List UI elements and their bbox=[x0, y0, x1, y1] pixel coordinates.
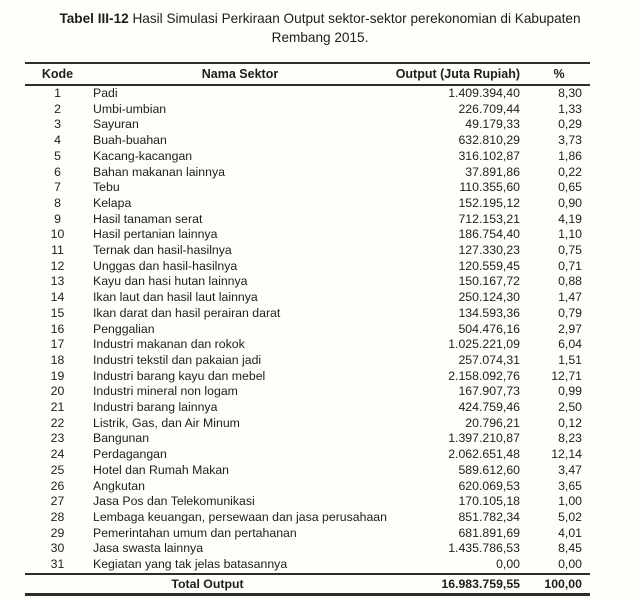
cell-output: 127.330,23 bbox=[458, 243, 520, 258]
cell-percent: 0,88 bbox=[558, 274, 582, 289]
cell-output: 1.435.786,53 bbox=[448, 541, 520, 556]
cell-kode: 28 bbox=[50, 509, 65, 524]
cell-nama-sektor: Tebu bbox=[93, 180, 120, 195]
table-row bbox=[25, 149, 590, 165]
table-row bbox=[25, 541, 590, 557]
table-row bbox=[25, 416, 590, 432]
cell-nama-sektor: Listrik, Gas, dan Air Minum bbox=[93, 415, 240, 430]
table-row bbox=[25, 180, 590, 196]
table-row bbox=[25, 463, 590, 479]
cell-percent: 1,33 bbox=[558, 101, 582, 116]
cell-kode: 17 bbox=[50, 337, 65, 352]
table-row bbox=[25, 102, 590, 118]
cell-percent: 8,45 bbox=[558, 541, 582, 556]
cell-nama-sektor: Penggalian bbox=[93, 321, 155, 336]
cell-output: 37.891,86 bbox=[465, 164, 520, 179]
cell-percent: 0,99 bbox=[558, 384, 582, 399]
table-row bbox=[25, 494, 590, 510]
cell-output: 632.810,29 bbox=[458, 133, 520, 148]
cell-percent: 0,65 bbox=[558, 180, 582, 195]
cell-nama-sektor: Hasil tanaman serat bbox=[93, 211, 203, 226]
cell-percent: 0,00 bbox=[558, 557, 582, 572]
cell-output: 226.709,44 bbox=[458, 101, 520, 116]
table-title bbox=[0, 0, 640, 47]
header-output: Output (Juta Rupiah) bbox=[390, 63, 528, 85]
cell-kode: 26 bbox=[50, 478, 65, 493]
table-row bbox=[25, 117, 590, 133]
cell-output: 2.158.092,76 bbox=[448, 368, 520, 383]
cell-nama-sektor: Sayuran bbox=[93, 117, 139, 132]
cell-percent: 1,86 bbox=[558, 148, 582, 163]
cell-percent: 2,97 bbox=[558, 321, 582, 336]
cell-percent: 8,30 bbox=[558, 86, 582, 100]
cell-kode: 30 bbox=[50, 541, 65, 556]
cell-nama-sektor: Ikan laut dan hasil laut lainnya bbox=[93, 290, 258, 305]
table-body bbox=[25, 85, 590, 574]
table-title-line2: Rembang 2015. bbox=[271, 30, 369, 45]
table-row bbox=[25, 447, 590, 463]
cell-nama-sektor: Angkutan bbox=[93, 478, 145, 493]
table-row bbox=[25, 133, 590, 149]
cell-nama-sektor: Hasil pertanian lainnya bbox=[93, 227, 218, 242]
cell-percent: 6,04 bbox=[558, 337, 582, 352]
cell-kode: 25 bbox=[50, 462, 65, 477]
cell-percent: 0,79 bbox=[558, 305, 582, 320]
cell-kode: 14 bbox=[50, 290, 65, 305]
table-row bbox=[25, 306, 590, 322]
cell-nama-sektor: Buah-buahan bbox=[93, 133, 167, 148]
cell-kode: 7 bbox=[54, 180, 61, 195]
cell-output: 134.593,36 bbox=[458, 305, 520, 320]
cell-nama-sektor: Kegiatan yang tak jelas batasannya bbox=[93, 557, 288, 572]
cell-kode: 23 bbox=[50, 431, 65, 446]
cell-kode: 18 bbox=[50, 352, 65, 367]
cell-output: 49.179,33 bbox=[465, 117, 520, 132]
cell-nama-sektor: Padi bbox=[93, 86, 118, 100]
cell-percent: 12,14 bbox=[551, 447, 582, 462]
cell-kode: 1 bbox=[54, 86, 61, 100]
cell-kode: 31 bbox=[50, 557, 65, 572]
cell-kode: 22 bbox=[50, 415, 65, 430]
table-row bbox=[25, 243, 590, 259]
table-row bbox=[25, 400, 590, 416]
cell-kode: 2 bbox=[54, 101, 61, 116]
cell-percent: 1,47 bbox=[558, 290, 582, 305]
cell-kode: 19 bbox=[50, 368, 65, 383]
cell-nama-sektor: Ikan darat dan hasil perairan darat bbox=[93, 305, 281, 320]
cell-percent: 1,51 bbox=[558, 352, 582, 367]
table-title-line1 bbox=[0, 9, 640, 28]
table-row bbox=[25, 557, 590, 574]
cell-percent: 3,73 bbox=[558, 133, 582, 148]
cell-output: 620.069,53 bbox=[458, 478, 520, 493]
cell-nama-sektor: Jasa Pos dan Telekomunikasi bbox=[93, 494, 255, 509]
table-row bbox=[25, 337, 590, 353]
table-title-number: Tabel III-12 bbox=[59, 11, 129, 26]
cell-kode: 20 bbox=[50, 384, 65, 399]
cell-kode: 9 bbox=[54, 211, 61, 226]
cell-output: 1.397.210,87 bbox=[448, 431, 520, 446]
cell-nama-sektor: Hotel dan Rumah Makan bbox=[93, 462, 230, 477]
total-label: Total Output bbox=[25, 574, 390, 595]
cell-output: 250.124,30 bbox=[458, 290, 520, 305]
table-row bbox=[25, 384, 590, 400]
cell-nama-sektor: Bangunan bbox=[93, 431, 150, 446]
table-row bbox=[25, 526, 590, 542]
cell-percent: 0,71 bbox=[558, 258, 582, 273]
cell-kode: 10 bbox=[50, 227, 65, 242]
cell-percent: 2,50 bbox=[558, 400, 582, 415]
table-header bbox=[25, 63, 590, 85]
cell-nama-sektor: Industri barang lainnya bbox=[93, 400, 218, 415]
table-row bbox=[25, 369, 590, 385]
cell-kode: 13 bbox=[50, 274, 65, 289]
cell-kode: 16 bbox=[50, 321, 65, 336]
cell-percent: 8,23 bbox=[558, 431, 582, 446]
cell-nama-sektor: Perdagangan bbox=[93, 447, 167, 462]
table-row bbox=[25, 479, 590, 495]
table-footer bbox=[25, 574, 590, 595]
cell-output: 589.612,60 bbox=[458, 462, 520, 477]
table-row bbox=[25, 322, 590, 338]
cell-output: 110.355,60 bbox=[459, 180, 520, 195]
cell-percent: 5,02 bbox=[558, 509, 582, 524]
cell-nama-sektor: Industri makanan dan rokok bbox=[93, 337, 245, 352]
cell-output: 120.559,45 bbox=[458, 258, 520, 273]
cell-output: 0,00 bbox=[496, 557, 520, 572]
cell-kode: 5 bbox=[54, 148, 61, 163]
table-row bbox=[25, 431, 590, 447]
table-row bbox=[25, 353, 590, 369]
table-row bbox=[25, 165, 590, 181]
cell-percent: 0,29 bbox=[558, 117, 582, 132]
cell-output: 504.476,16 bbox=[458, 321, 520, 336]
cell-nama-sektor: Industri mineral non logam bbox=[93, 384, 238, 399]
cell-output: 152.195,12 bbox=[458, 195, 520, 210]
cell-kode: 24 bbox=[50, 447, 65, 462]
cell-percent: 4,01 bbox=[558, 525, 582, 540]
cell-nama-sektor: Unggas dan hasil-hasilnya bbox=[93, 258, 238, 273]
cell-kode: 21 bbox=[50, 400, 65, 415]
table-row bbox=[25, 212, 590, 228]
cell-nama-sektor: Jasa swasta lainnya bbox=[93, 541, 204, 556]
table-row bbox=[25, 227, 590, 243]
cell-output: 257.074,31 bbox=[458, 352, 520, 367]
cell-output: 186.754,40 bbox=[458, 227, 520, 242]
cell-output: 712.153,21 bbox=[458, 211, 520, 226]
table-row bbox=[25, 290, 590, 306]
cell-output: 851.782,34 bbox=[458, 509, 520, 524]
cell-percent: 4,19 bbox=[558, 211, 582, 226]
cell-percent: 0,22 bbox=[558, 164, 582, 179]
cell-percent: 1,10 bbox=[558, 227, 582, 242]
cell-nama-sektor: Lembaga keuangan, persewaan dan jasa perusahaan bbox=[93, 509, 387, 524]
cell-percent: 0,12 bbox=[558, 415, 582, 430]
cell-output: 316.102,87 bbox=[458, 148, 520, 163]
cell-output: 1.025.221,09 bbox=[448, 337, 520, 352]
total-row bbox=[25, 574, 590, 595]
cell-nama-sektor: Industri barang kayu dan mebel bbox=[93, 368, 266, 383]
cell-percent: 1,00 bbox=[558, 494, 582, 509]
table-title-text: Hasil Simulasi Perkiraan Output sektor-sektor perekonomian di Kabupaten bbox=[132, 11, 581, 26]
cell-nama-sektor: Kayu dan hasi hutan lainnya bbox=[93, 274, 248, 289]
cell-output: 20.796,21 bbox=[465, 415, 520, 430]
cell-kode: 29 bbox=[50, 525, 65, 540]
header-kode: Kode bbox=[25, 63, 90, 85]
cell-percent: 0,75 bbox=[558, 243, 582, 258]
cell-kode: 4 bbox=[54, 133, 61, 148]
table-row bbox=[25, 196, 590, 212]
cell-kode: 8 bbox=[54, 195, 61, 210]
cell-kode: 11 bbox=[51, 243, 64, 258]
table-header-row bbox=[25, 63, 590, 85]
cell-nama-sektor: Kacang-kacangan bbox=[93, 148, 193, 163]
cell-nama-sektor: Industri tekstil dan pakaian jadi bbox=[93, 352, 262, 367]
cell-output: 2.062.651,48 bbox=[448, 447, 520, 462]
cell-nama-sektor: Bahan makanan lainnya bbox=[93, 164, 225, 179]
cell-output: 424.759,46 bbox=[458, 400, 520, 415]
cell-nama-sektor: Pemerintahan umum dan pertahanan bbox=[93, 525, 297, 540]
cell-nama-sektor: Kelapa bbox=[93, 195, 132, 210]
cell-output: 170.105,18 bbox=[458, 494, 520, 509]
cell-percent: 12,71 bbox=[551, 368, 582, 383]
total-output-value: 16.983.759,55 bbox=[390, 574, 528, 595]
cell-percent: 0,90 bbox=[558, 195, 582, 210]
cell-kode: 3 bbox=[54, 117, 61, 132]
table-row bbox=[25, 85, 590, 102]
cell-output: 1.409.394,40 bbox=[448, 86, 520, 100]
table-row bbox=[25, 259, 590, 275]
table-row bbox=[25, 510, 590, 526]
cell-nama-sektor: Ternak dan hasil-hasilnya bbox=[93, 243, 232, 258]
cell-output: 167.907,73 bbox=[458, 384, 520, 399]
cell-kode: 6 bbox=[54, 164, 61, 179]
table-row bbox=[25, 274, 590, 290]
cell-kode: 27 bbox=[50, 494, 65, 509]
cell-percent: 3,47 bbox=[558, 462, 582, 477]
cell-output: 150.167,72 bbox=[458, 274, 520, 289]
sector-output-table bbox=[25, 62, 590, 596]
cell-nama-sektor: Umbi-umbian bbox=[93, 101, 167, 116]
header-nama-sektor: Nama Sektor bbox=[90, 63, 390, 85]
cell-kode: 12 bbox=[50, 258, 65, 273]
cell-kode: 15 bbox=[50, 305, 65, 320]
total-percent-value: 100,00 bbox=[528, 574, 590, 595]
header-percent: % bbox=[528, 63, 590, 85]
cell-percent: 3,65 bbox=[558, 478, 582, 493]
cell-output: 681.891,69 bbox=[458, 525, 520, 540]
